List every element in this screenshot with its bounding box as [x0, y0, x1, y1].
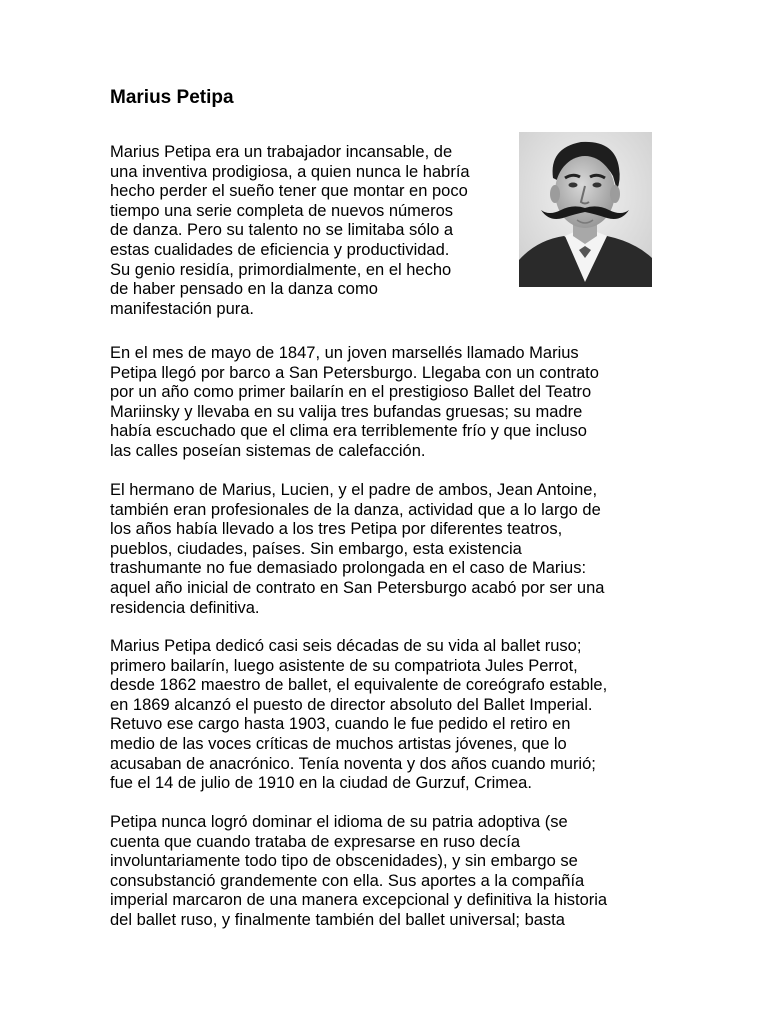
paragraph-5 — [110, 813, 607, 931]
text-line: Petipa llegó por barco a San Petersburgo. Llegaba con un contrato — [110, 363, 599, 382]
text-line: las calles poseían sistemas de calefacción. — [110, 441, 426, 460]
text-line: acusaban de anacrónico. Tenía noventa y dos años cuando murió; — [110, 754, 596, 773]
text-line: del ballet ruso, y finalmente también del ballet universal; basta — [110, 910, 565, 929]
text-line: trashumante no fue demasiado prolongada en el caso de Marius: — [110, 559, 587, 578]
text-line: pueblos, ciudades, países. Sin embargo, esta existencia — [110, 539, 522, 558]
text-line: Retuvo ese cargo hasta 1903, cuando le fue pedido el retiro en — [110, 715, 571, 734]
text-line: una inventiva prodigiosa, a quien nunca le habría — [110, 162, 470, 181]
text-line: El hermano de Marius, Lucien, y el padre de ambos, Jean Antoine, — [110, 481, 598, 499]
text-line: por un año como primer bailarín en el prestigioso Ballet del Teatro — [110, 383, 592, 402]
text-line: también eran profesionales de la danza, actividad que a lo largo de — [110, 500, 601, 519]
text-line: cuenta que cuando trataba de expresarse en ruso decía — [110, 832, 521, 851]
page-title: Marius Petipa — [110, 87, 234, 108]
text-line: de danza. Pero su talento no se limitaba sólo a — [110, 221, 454, 240]
text-line: primero bailarín, luego asistente de su compatriota Jules Perrot, — [110, 656, 578, 675]
portrait-image — [519, 132, 652, 287]
paragraph-4 — [110, 637, 607, 794]
paragraph-1 — [110, 143, 470, 319]
text-line: tiempo una serie completa de nuevos números — [110, 201, 454, 220]
paragraph-2 — [110, 344, 599, 462]
text-line: imperial marcaron de una manera excepcional y definitiva la historia — [110, 891, 608, 910]
text-line: Marius Petipa dedicó casi seis décadas de su vida al ballet ruso; — [110, 637, 582, 655]
text-line: Petipa nunca logró dominar el idioma de su patria adoptiva (se — [110, 813, 568, 831]
text-line: desde 1862 maestro de ballet, el equivalente de coreógrafo estable, — [110, 676, 608, 695]
text-line: En el mes de mayo de 1847, un joven marsellés llamado Marius — [110, 344, 579, 362]
paragraph-3 — [110, 481, 604, 618]
text-line: involuntariamente todo tipo de obscenidades), y sin embargo se — [110, 852, 578, 871]
text-line: estas cualidades de eficiencia y productividad. — [110, 240, 450, 259]
text-line: Marius Petipa era un trabajador incansable, de — [110, 143, 453, 161]
text-line: Mariinsky y llevaba en su valija tres bufandas gruesas; su madre — [110, 402, 583, 421]
text-line: hecho perder el sueño tener que montar en poco — [110, 182, 468, 201]
text-line: residencia definitiva. — [110, 598, 260, 617]
text-line: aquel año inicial de contrato en San Petersburgo acabó por ser una — [110, 578, 605, 597]
text-line: en 1869 alcanzó el puesto de director absoluto del Ballet Imperial. — [110, 695, 593, 714]
text-line: los años había llevado a los tres Petipa por diferentes teatros, — [110, 520, 563, 539]
text-line: Su genio residía, primordialmente, en el hecho — [110, 260, 452, 279]
text-line: medio de las voces críticas de muchos artistas jóvenes, que lo — [110, 734, 567, 753]
text-line: manifestación pura. — [110, 299, 254, 318]
text-line: fue el 14 de julio de 1910 en la ciudad de Gurzuf, Crimea. — [110, 774, 532, 793]
text-line: había escuchado que el clima era terriblemente frío y que incluso — [110, 422, 587, 441]
text-line: de haber pensado en la danza como — [110, 280, 378, 299]
text-line: consubstanció grandemente con ella. Sus aportes a la compañía — [110, 871, 585, 890]
